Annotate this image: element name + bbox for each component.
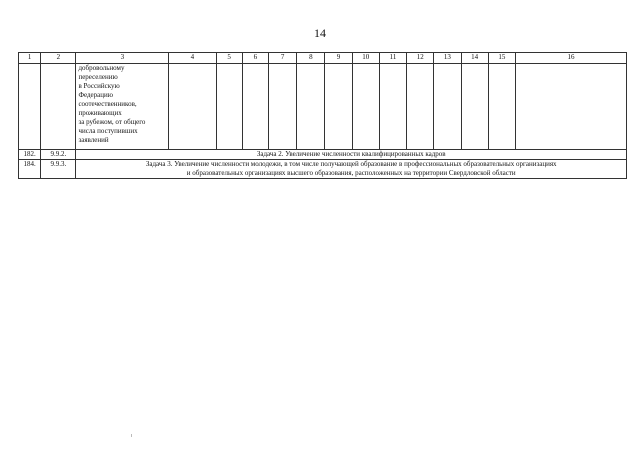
header-cell: 1 — [19, 53, 41, 64]
table-cell — [488, 64, 515, 150]
table-cell — [352, 64, 379, 150]
scan-speck — [131, 434, 132, 437]
header-cell: 15 — [488, 53, 515, 64]
table-cell — [19, 64, 41, 150]
header-cell: 2 — [41, 53, 76, 64]
table-cell — [216, 64, 242, 150]
header-cell: 6 — [242, 53, 268, 64]
continued-row — [19, 64, 627, 150]
table-cell — [41, 64, 76, 150]
header-cell: 10 — [352, 53, 379, 64]
header-cell: 12 — [407, 53, 434, 64]
table-cell — [407, 64, 434, 150]
table-cell — [515, 64, 626, 150]
header-cell: 5 — [216, 53, 242, 64]
task-title: Задача 2. Увеличение численности квалифицированных кадров — [76, 150, 627, 160]
table-cell — [461, 64, 488, 150]
header-cell: 4 — [169, 53, 216, 64]
row-code: 9.9.3. — [41, 160, 76, 179]
table-cell — [169, 64, 216, 150]
header-cell: 14 — [461, 53, 488, 64]
row-code: 9.9.2. — [41, 150, 76, 160]
table-cell — [297, 64, 325, 150]
header-cell: 8 — [297, 53, 325, 64]
header-cell: 3 — [76, 53, 169, 64]
table-cell — [325, 64, 352, 150]
header-row — [19, 53, 627, 64]
header-cell: 11 — [379, 53, 406, 64]
table-cell — [268, 64, 296, 150]
data-table — [18, 52, 627, 179]
row-number: 184. — [19, 160, 41, 179]
task-title: Задача 3. Увеличение численности молодежи, в том числе получающей образование в профессиональных образовательных организациях и образовательных организациях высшего образования, расположенных на территории Свердловской области — [76, 160, 627, 179]
table-cell — [379, 64, 406, 150]
page-number: 14 — [314, 26, 326, 40]
task-row — [19, 160, 627, 179]
header-cell: 13 — [434, 53, 461, 64]
header-cell: 16 — [515, 53, 626, 64]
row-number: 182. — [19, 150, 41, 160]
indicator-text-cell: добровольному переселению в Российскую Федерацию соотечественников, проживающих за рубежом, от общего числа поступивших заявлений — [76, 64, 169, 150]
header-cell: 9 — [325, 53, 352, 64]
task-row — [19, 150, 627, 160]
header-cell: 7 — [268, 53, 296, 64]
table-cell — [434, 64, 461, 150]
table-cell — [242, 64, 268, 150]
